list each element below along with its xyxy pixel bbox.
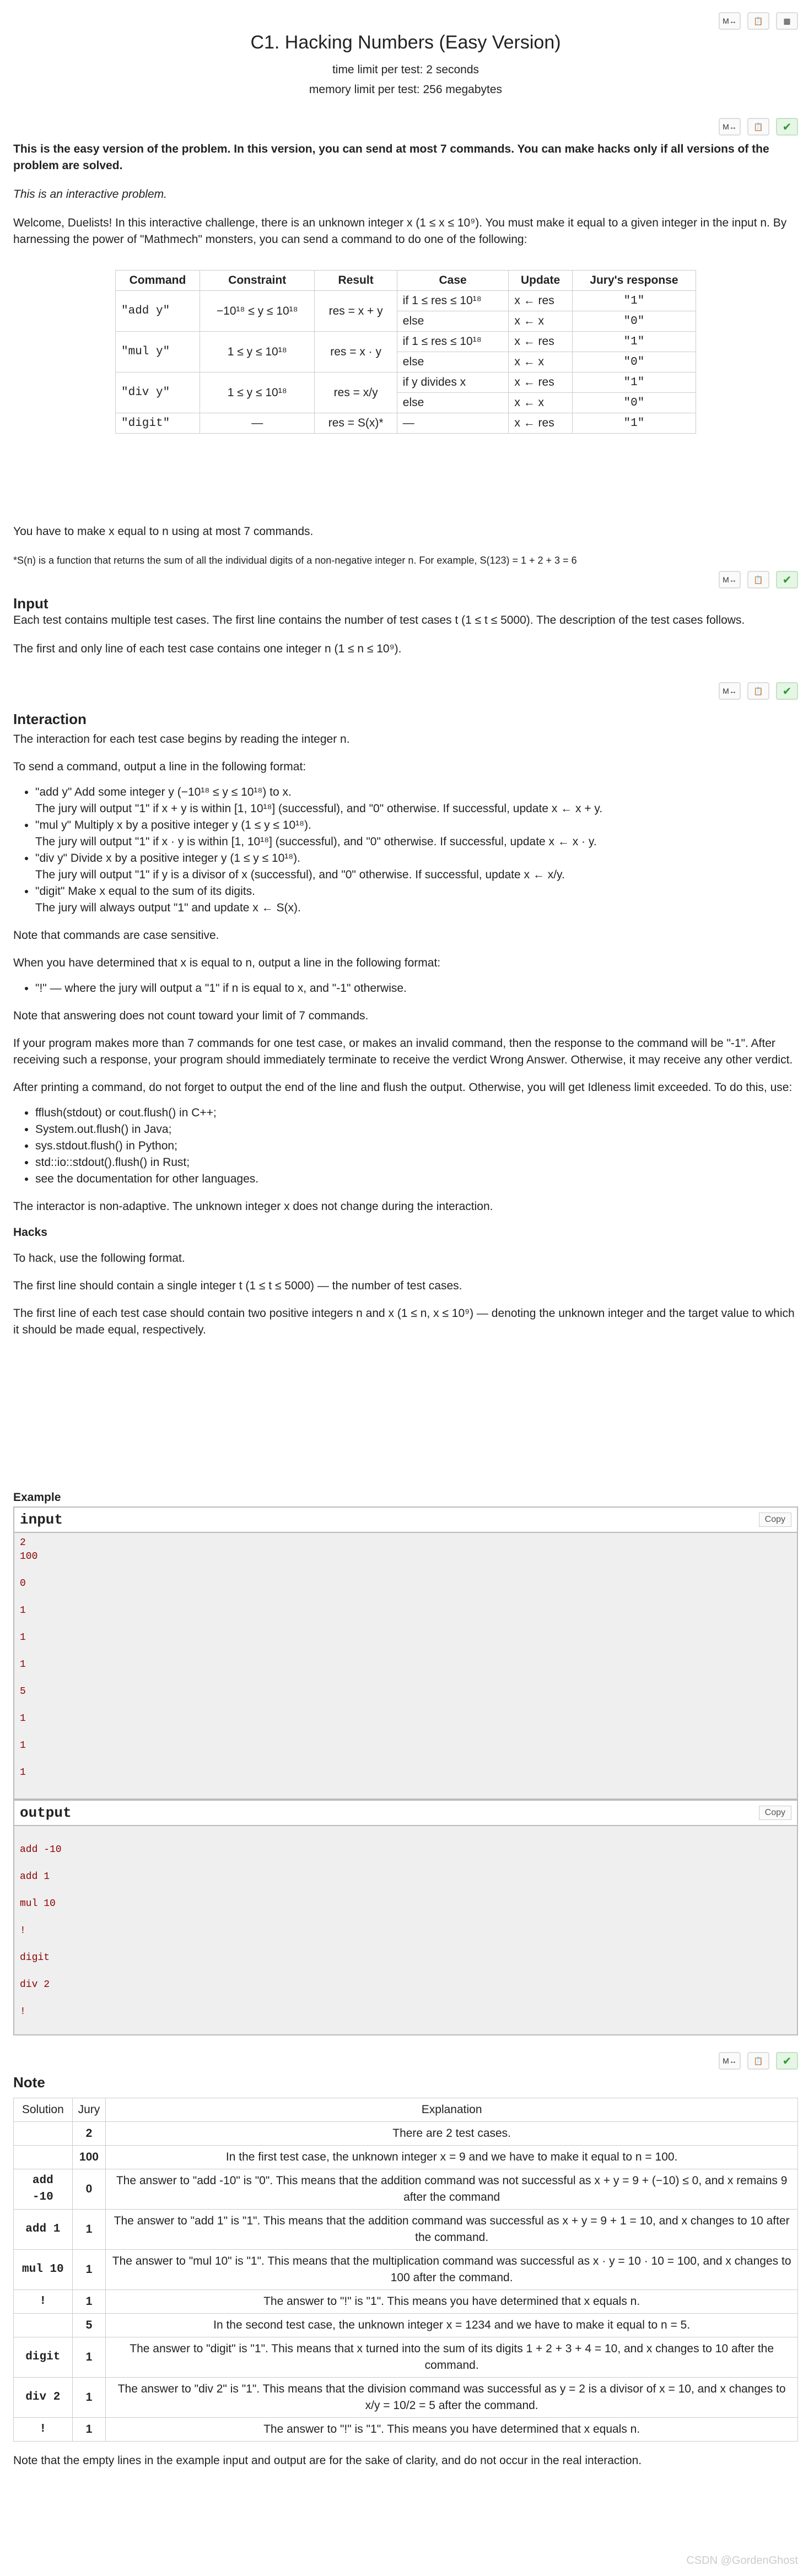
table-header: Command <box>116 271 200 291</box>
note-solution: add 1 <box>14 2210 73 2250</box>
footnote: *S(n) is a function that returns the sum of all the individual digits of a non-negative integer n. For example, S(123) = 1 + 2 + 3 = 6 <box>13 555 577 566</box>
case-cell: else <box>397 352 509 372</box>
note-header: Solution <box>14 2098 73 2122</box>
constraint-cell: 1 ≤ y ≤ 10¹⁸ <box>200 372 314 413</box>
sample-line <box>20 1618 791 1632</box>
final-note: Note that the empty lines in the example input and output are for the sake of clarity, and do not occur in the real interaction. <box>13 2454 642 2467</box>
note-header: Explanation <box>106 2098 798 2122</box>
sample-line: 1 <box>20 1713 26 1724</box>
note-row <box>14 2146 798 2169</box>
update-cell: x ← x <box>509 352 572 372</box>
constraint-cell: 1 ≤ y ≤ 10¹⁸ <box>200 332 314 372</box>
welcome-text: Welcome, Duelists! In this interactive challenge, there is an unknown integer x (1 ≤ x ≤ 10⁹). You must make it equal to a given integer in the input n. By harnessing the power of "Mathmech" monsters, you can send a command to do one of the following: <box>13 217 787 246</box>
mathjax-toggle-icon[interactable]: M↔ <box>719 12 741 30</box>
result-cell: res = x/y <box>315 372 397 413</box>
interactive-note: This is an interactive problem. <box>13 188 167 201</box>
update-cell: x ← x <box>509 393 572 413</box>
note-jury: 1 <box>72 2210 106 2250</box>
response-cell: "0" <box>572 352 696 372</box>
mathjax-toggle-icon[interactable]: M↔ <box>719 2052 741 2070</box>
table-header: Jury's response <box>572 271 696 291</box>
table-row <box>116 332 696 352</box>
table-header: Result <box>315 271 397 291</box>
bang-item: • "!" — where the jury will output a "1" if n is equal to x, and "-1" otherwise. <box>35 980 798 997</box>
watermark: CSDN @GordenGhost <box>686 2555 798 2567</box>
note-solution: digit <box>14 2337 73 2378</box>
problem-title: C1. Hacking Numbers (Easy Version) <box>250 32 561 53</box>
check-icon[interactable]: ✔ <box>776 118 798 136</box>
note-row <box>14 2169 798 2210</box>
constraint-cell: — <box>200 413 314 434</box>
copy-output-button[interactable]: Copy <box>759 1806 791 1820</box>
case-cell: if y divides x <box>397 372 509 393</box>
note-row <box>14 2314 798 2337</box>
update-cell: x ← res <box>509 332 572 352</box>
note-solution: ! <box>14 2418 73 2442</box>
too-many-note: If your program makes more than 7 commands for one test case, or makes an invalid command, then the response to the command will be "-1". After receiving such a response, your program should immediately terminate to receive the verdict Wrong Answer. Otherwise, it may receive any other verdict. <box>13 1037 793 1066</box>
note-explanation: In the first test case, the unknown integer x = 9 and we have to make it equal to n = 100. <box>106 2146 798 2169</box>
note-row <box>14 2378 798 2418</box>
copy-input-button[interactable]: Copy <box>759 1513 791 1527</box>
command-cell: "mul y" <box>116 332 200 372</box>
case-cell: if 1 ≤ res ≤ 10¹⁸ <box>397 291 509 311</box>
note-jury: 0 <box>72 2169 106 2210</box>
response-cell: "1" <box>572 372 696 393</box>
note-header: Jury <box>72 2098 106 2122</box>
note-row <box>14 2290 798 2314</box>
header-toolbar <box>719 12 798 30</box>
note-explanation: The answer to "add -10" is "0". This means that the addition command was not successful as x + y = 9 + (−10) ≤ 0, and x remains 9 after the command <box>106 2169 798 2210</box>
flush-item: • System.out.flush() in Java; <box>35 1121 798 1138</box>
check-icon[interactable]: ✔ <box>776 682 798 700</box>
response-cell: "1" <box>572 332 696 352</box>
sample-line <box>20 1911 791 1925</box>
command-response-line: The jury will output "1" if x · y is within [1, 10¹⁸] (successful), and "0" otherwise. If successful, update x ← x · y. <box>35 835 597 848</box>
sample-line: digit <box>20 1952 50 1963</box>
command-cell: "add y" <box>116 291 200 332</box>
sample-line <box>20 1992 791 2006</box>
sample-line <box>20 1699 791 1713</box>
sample-line <box>20 1564 791 1578</box>
check-icon[interactable]: ✔ <box>776 2052 798 2070</box>
note-title: Note <box>13 2074 45 2091</box>
note-jury: 1 <box>72 2337 106 2378</box>
flush-item: • see the documentation for other languages. <box>35 1171 798 1187</box>
sample-line: 1 <box>20 1767 26 1778</box>
response-cell: "1" <box>572 413 696 434</box>
note-solution: div 2 <box>14 2378 73 2418</box>
note-table <box>13 2098 798 2442</box>
flush-item: • std::io::stdout().flush() in Rust; <box>35 1154 798 1171</box>
check-icon[interactable]: ✔ <box>776 571 798 588</box>
sample-line <box>20 1830 791 1844</box>
sample-line: 1 <box>20 1605 26 1616</box>
sample-line <box>20 1938 791 1952</box>
input-p2: The first and only line of each test case contains one integer n (1 ≤ n ≤ 10⁹). <box>13 642 402 655</box>
table-header: Update <box>509 271 572 291</box>
sample-line: add 1 <box>20 1871 50 1882</box>
flush-item: • fflush(stdout) or cout.flush() in C++; <box>35 1105 798 1121</box>
command-response-line: The jury will always output "1" and update x ← S(x). <box>35 901 301 914</box>
update-cell: x ← res <box>509 372 572 393</box>
note-jury: 5 <box>72 2314 106 2337</box>
input-title: Input <box>13 595 48 612</box>
flush-intro: After printing a command, do not forget to output the end of the line and flush the output. Otherwise, you will get Idleness limit exceeded. To do this, use: <box>13 1081 793 1094</box>
command-line: • "digit" Make x equal to the sum of its digits. <box>35 885 255 898</box>
command-line: • "mul y" Multiply x by a positive integer y (1 ≤ y ≤ 10¹⁸). <box>35 819 311 831</box>
interaction-p2: To send a command, output a line in the following format: <box>13 760 306 773</box>
response-cell: "1" <box>572 291 696 311</box>
command-item <box>35 883 798 916</box>
sample-line <box>20 1753 791 1767</box>
sample-line: add -10 <box>20 1844 62 1855</box>
command-line: • "add y" Add some integer y (−10¹⁸ ≤ y ≤ 10¹⁸) to x. <box>35 786 292 798</box>
hacks-p3: The first line of each test case should contain two positive integers n and x (1 ≤ n, x ≤ 10⁹) — denoting the unknown integer and the target value to which it should be made equal, respectively. <box>13 1307 795 1336</box>
sample-input-label: input <box>20 1511 63 1528</box>
easy-version-note: This is the easy version of the problem. In this version, you can send at most 7 commands. You can make hacks only if all versions of the problem are solved. <box>13 143 769 172</box>
note-solution: ! <box>14 2290 73 2314</box>
clipboard-icon[interactable]: 📋 <box>747 682 769 700</box>
note-jury: 1 <box>72 2250 106 2290</box>
command-response-line: The jury will output "1" if x + y is within [1, 10¹⁸] (successful), and "0" otherwise. If successful, update x ← x + y. <box>35 802 603 815</box>
sample-line: 100 <box>20 1551 38 1562</box>
case-cell: else <box>397 311 509 332</box>
note-row <box>14 2210 798 2250</box>
sample-line: div 2 <box>20 1979 50 1990</box>
sample-line <box>20 1672 791 1686</box>
note-explanation: There are 2 test cases. <box>106 2122 798 2146</box>
note-jury: 1 <box>72 2290 106 2314</box>
sample-line: ! <box>20 2006 26 2017</box>
sample-input-box <box>13 1506 798 1800</box>
case-cell: — <box>397 413 509 434</box>
time-limit: time limit per test: 2 seconds <box>332 63 479 76</box>
mathjax-toggle-icon[interactable]: M↔ <box>719 118 741 136</box>
note-explanation: The answer to "div 2" is "1". This means that the division command was successful as y = 2 is a divisor of x = 10, and x changes to x/y = 10/2 = 5 after the command. <box>106 2378 798 2418</box>
note-solution <box>14 2314 73 2337</box>
case-cell: if 1 ≤ res ≤ 10¹⁸ <box>397 332 509 352</box>
interaction-toolbar <box>719 682 798 700</box>
sample-output-label: output <box>20 1805 72 1821</box>
clipboard-icon[interactable]: 📋 <box>747 571 769 588</box>
table-header: Constraint <box>200 271 314 291</box>
sample-line: mul 10 <box>20 1898 56 1909</box>
interaction-p1: The interaction for each test case begins by reading the integer n. <box>13 733 350 746</box>
note-row <box>14 2337 798 2378</box>
sample-line <box>20 1591 791 1605</box>
command-item <box>35 817 798 850</box>
note-row <box>14 2418 798 2442</box>
note-jury: 2 <box>72 2122 106 2146</box>
case-cell: else <box>397 393 509 413</box>
sample-line: 0 <box>20 1578 26 1589</box>
command-cell: "digit" <box>116 413 200 434</box>
result-cell: res = x · y <box>315 332 397 372</box>
update-cell: x ← res <box>509 413 572 434</box>
note-solution: mul 10 <box>14 2250 73 2290</box>
note-explanation: The answer to "digit" is "1". This means that x turned into the sum of its digits 1 + 2 + 3 + 4 = 10, and x changes to 10 after the command. <box>106 2337 798 2378</box>
command-table <box>115 270 696 434</box>
sample-line <box>20 1857 791 1871</box>
clipboard-icon[interactable]: 📋 <box>747 2052 769 2070</box>
sample-line: 1 <box>20 1632 26 1643</box>
sample-line: 1 <box>20 1740 26 1751</box>
note-row <box>14 2122 798 2146</box>
note-jury: 1 <box>72 2418 106 2442</box>
response-cell: "0" <box>572 311 696 332</box>
mathjax-toggle-icon[interactable]: M↔ <box>719 682 741 700</box>
table-row <box>116 372 696 393</box>
non-adaptive-note: The interactor is non-adaptive. The unknown integer x does not change during the interaction. <box>13 1200 493 1213</box>
flush-item: • sys.stdout.flush() in Python; <box>35 1138 798 1154</box>
case-sensitive-note: Note that commands are case sensitive. <box>13 929 219 942</box>
note-explanation: The answer to "!" is "1". This means you have determined that x equals n. <box>106 2418 798 2442</box>
input-toolbar <box>719 571 798 588</box>
constraint-cell: −10¹⁸ ≤ y ≤ 10¹⁸ <box>200 291 314 332</box>
note-explanation: The answer to "!" is "1". This means you have determined that x equals n. <box>106 2290 798 2314</box>
response-cell: "0" <box>572 393 696 413</box>
memory-limit: memory limit per test: 256 megabytes <box>309 83 503 96</box>
note-explanation: The answer to "add 1" is "1". This means that the addition command was successful as x + y = 9 + 1 = 10, and x changes to 10 after the command. <box>106 2210 798 2250</box>
mathjax-toggle-icon[interactable]: M↔ <box>719 571 741 588</box>
sample-line <box>20 1965 791 1979</box>
sample-line <box>20 1884 791 1898</box>
note-toolbar <box>719 2052 798 2070</box>
note-solution: add -10 <box>14 2169 73 2210</box>
hacks-title: Hacks <box>13 1226 47 1239</box>
clipboard-icon[interactable]: 📋 <box>747 118 769 136</box>
sample-output-lines[interactable] <box>14 1826 797 2024</box>
update-cell: x ← x <box>509 311 572 332</box>
command-list <box>13 784 798 916</box>
must-make-text: You have to make x equal to n using at most 7 commands. <box>13 525 314 538</box>
command-line: • "div y" Divide x by a positive integer y (1 ≤ y ≤ 10¹⁸). <box>35 852 300 865</box>
command-response-line: The jury will output "1" if y is a divisor of x (successful), and "0" otherwise. If successful, update x ← x/y. <box>35 868 565 881</box>
sample-input-lines[interactable] <box>14 1533 797 1785</box>
table-row <box>116 413 696 434</box>
hacks-p1: To hack, use the following format. <box>13 1252 185 1265</box>
sample-line <box>20 1645 791 1659</box>
note-explanation: The answer to "mul 10" is "1". This means that the multiplication command was successful as x · y = 10 · 10 = 100, and x changes to 100 after the command. <box>106 2250 798 2290</box>
not-count-note: Note that answering does not count toward your limit of 7 commands. <box>13 1009 369 1022</box>
table-row <box>116 291 696 311</box>
command-item <box>35 784 798 817</box>
when-determined-text: When you have determined that x is equal to n, output a line in the following format: <box>13 957 441 969</box>
note-solution <box>14 2122 73 2146</box>
sample-output-box <box>13 1800 798 2035</box>
sample-line: 2 <box>20 1537 26 1548</box>
copy-grid-icon[interactable]: ▦ <box>776 12 798 30</box>
note-jury: 1 <box>72 2378 106 2418</box>
sample-line: ! <box>20 1925 26 1936</box>
sample-line: 1 <box>20 1659 26 1670</box>
update-cell: x ← res <box>509 291 572 311</box>
result-cell: res = S(x)* <box>315 413 397 434</box>
note-explanation: In the second test case, the unknown integer x = 1234 and we have to make it equal to n = 5. <box>106 2314 798 2337</box>
note-jury: 100 <box>72 2146 106 2169</box>
example-title: Example <box>13 1491 61 1504</box>
input-p1: Each test contains multiple test cases. The first line contains the number of test cases t (1 ≤ t ≤ 5000). The description of the test cases follows. <box>13 614 745 627</box>
interaction-title: Interaction <box>13 711 87 727</box>
table-header: Case <box>397 271 509 291</box>
command-item <box>35 850 798 883</box>
clipboard-icon[interactable]: 📋 <box>747 12 769 30</box>
hacks-p2: The first line should contain a single integer t (1 ≤ t ≤ 5000) — the number of test cases. <box>13 1279 462 1292</box>
note-row <box>14 2250 798 2290</box>
result-cell: res = x + y <box>315 291 397 332</box>
sample-line: 5 <box>20 1686 26 1697</box>
statement-toolbar <box>719 118 798 136</box>
note-solution <box>14 2146 73 2169</box>
command-cell: "div y" <box>116 372 200 413</box>
sample-line <box>20 1726 791 1740</box>
flush-list <box>13 1105 798 1187</box>
